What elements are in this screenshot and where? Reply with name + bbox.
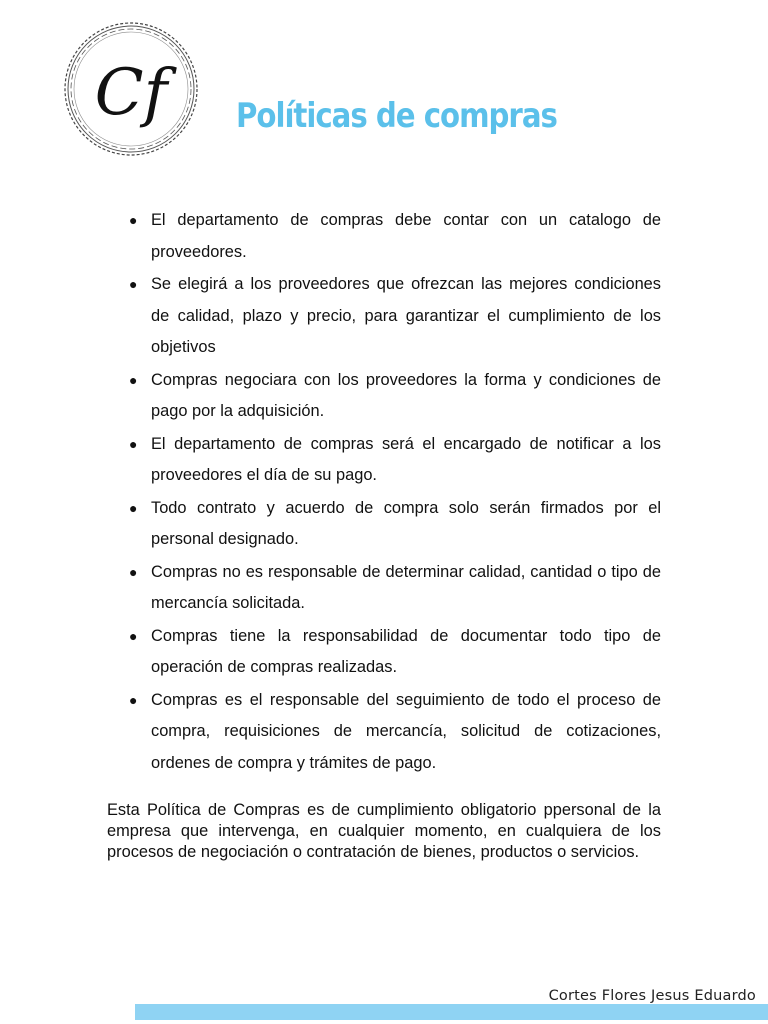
bullet-icon: ● — [129, 371, 138, 388]
list-item — [129, 493, 661, 556]
list-item-text: Compras negociara con los proveedores la forma y condiciones de pago por la adquisición. — [151, 370, 661, 420]
list-item-text: El departamento de compras será el encargado de notificar a los proveedores el día de su pago. — [151, 434, 661, 484]
list-item — [129, 269, 661, 364]
bullet-icon: ● — [129, 627, 138, 644]
monogram-logo — [60, 18, 202, 160]
bullet-icon: ● — [129, 435, 138, 452]
closing-paragraph: Esta Política de Compras es de cumplimiento obligatorio ppersonal de la empresa que intervenga, en cualquier momento, en cualquiera de los procesos de negociación o contratación de bienes, productos o servicios. — [107, 801, 661, 861]
list-item-text: Compras tiene la responsabilidad de documentar todo tipo de operación de compras realizadas. — [151, 626, 661, 676]
list-item — [129, 365, 661, 428]
bullet-icon: ● — [129, 276, 138, 292]
bullet-icon: ● — [129, 212, 138, 228]
list-item-text: Compras es el responsable del seguimiento de todo el proceso de compra, requisiciones de mercancía, solicitud de cotizaciones, ordenes de compra y trámites de pago. — [151, 690, 661, 772]
bullet-icon: ● — [129, 563, 138, 580]
list-item — [129, 557, 661, 620]
author-name: Cortes Flores Jesus Eduardo — [548, 988, 756, 1004]
logo-monogram-text: Cf — [94, 56, 168, 130]
list-item-text: Se elegirá a los proveedores que ofrezcan las mejores condiciones de calidad, plazo y precio, para garantizar el cumplimiento de los objetivos — [151, 275, 661, 356]
list-item-text: El departamento de compras debe contar con un catalogo de proveedores. — [151, 211, 661, 261]
list-item — [129, 205, 661, 268]
list-item — [129, 685, 661, 780]
list-item — [129, 429, 661, 492]
page-title: Políticas de compras — [236, 96, 557, 136]
monogram-logo-icon — [60, 18, 202, 160]
list-item-text: Compras no es responsable de determinar calidad, cantidad o tipo de mercancía solicitada. — [151, 562, 661, 612]
bullet-icon: ● — [129, 691, 138, 708]
policy-list — [129, 205, 661, 780]
list-item — [129, 621, 661, 684]
footer-accent-bar — [135, 1004, 768, 1020]
bullet-icon: ● — [129, 499, 138, 516]
list-item-text: Todo contrato y acuerdo de compra solo serán firmados por el personal designado. — [151, 498, 661, 548]
